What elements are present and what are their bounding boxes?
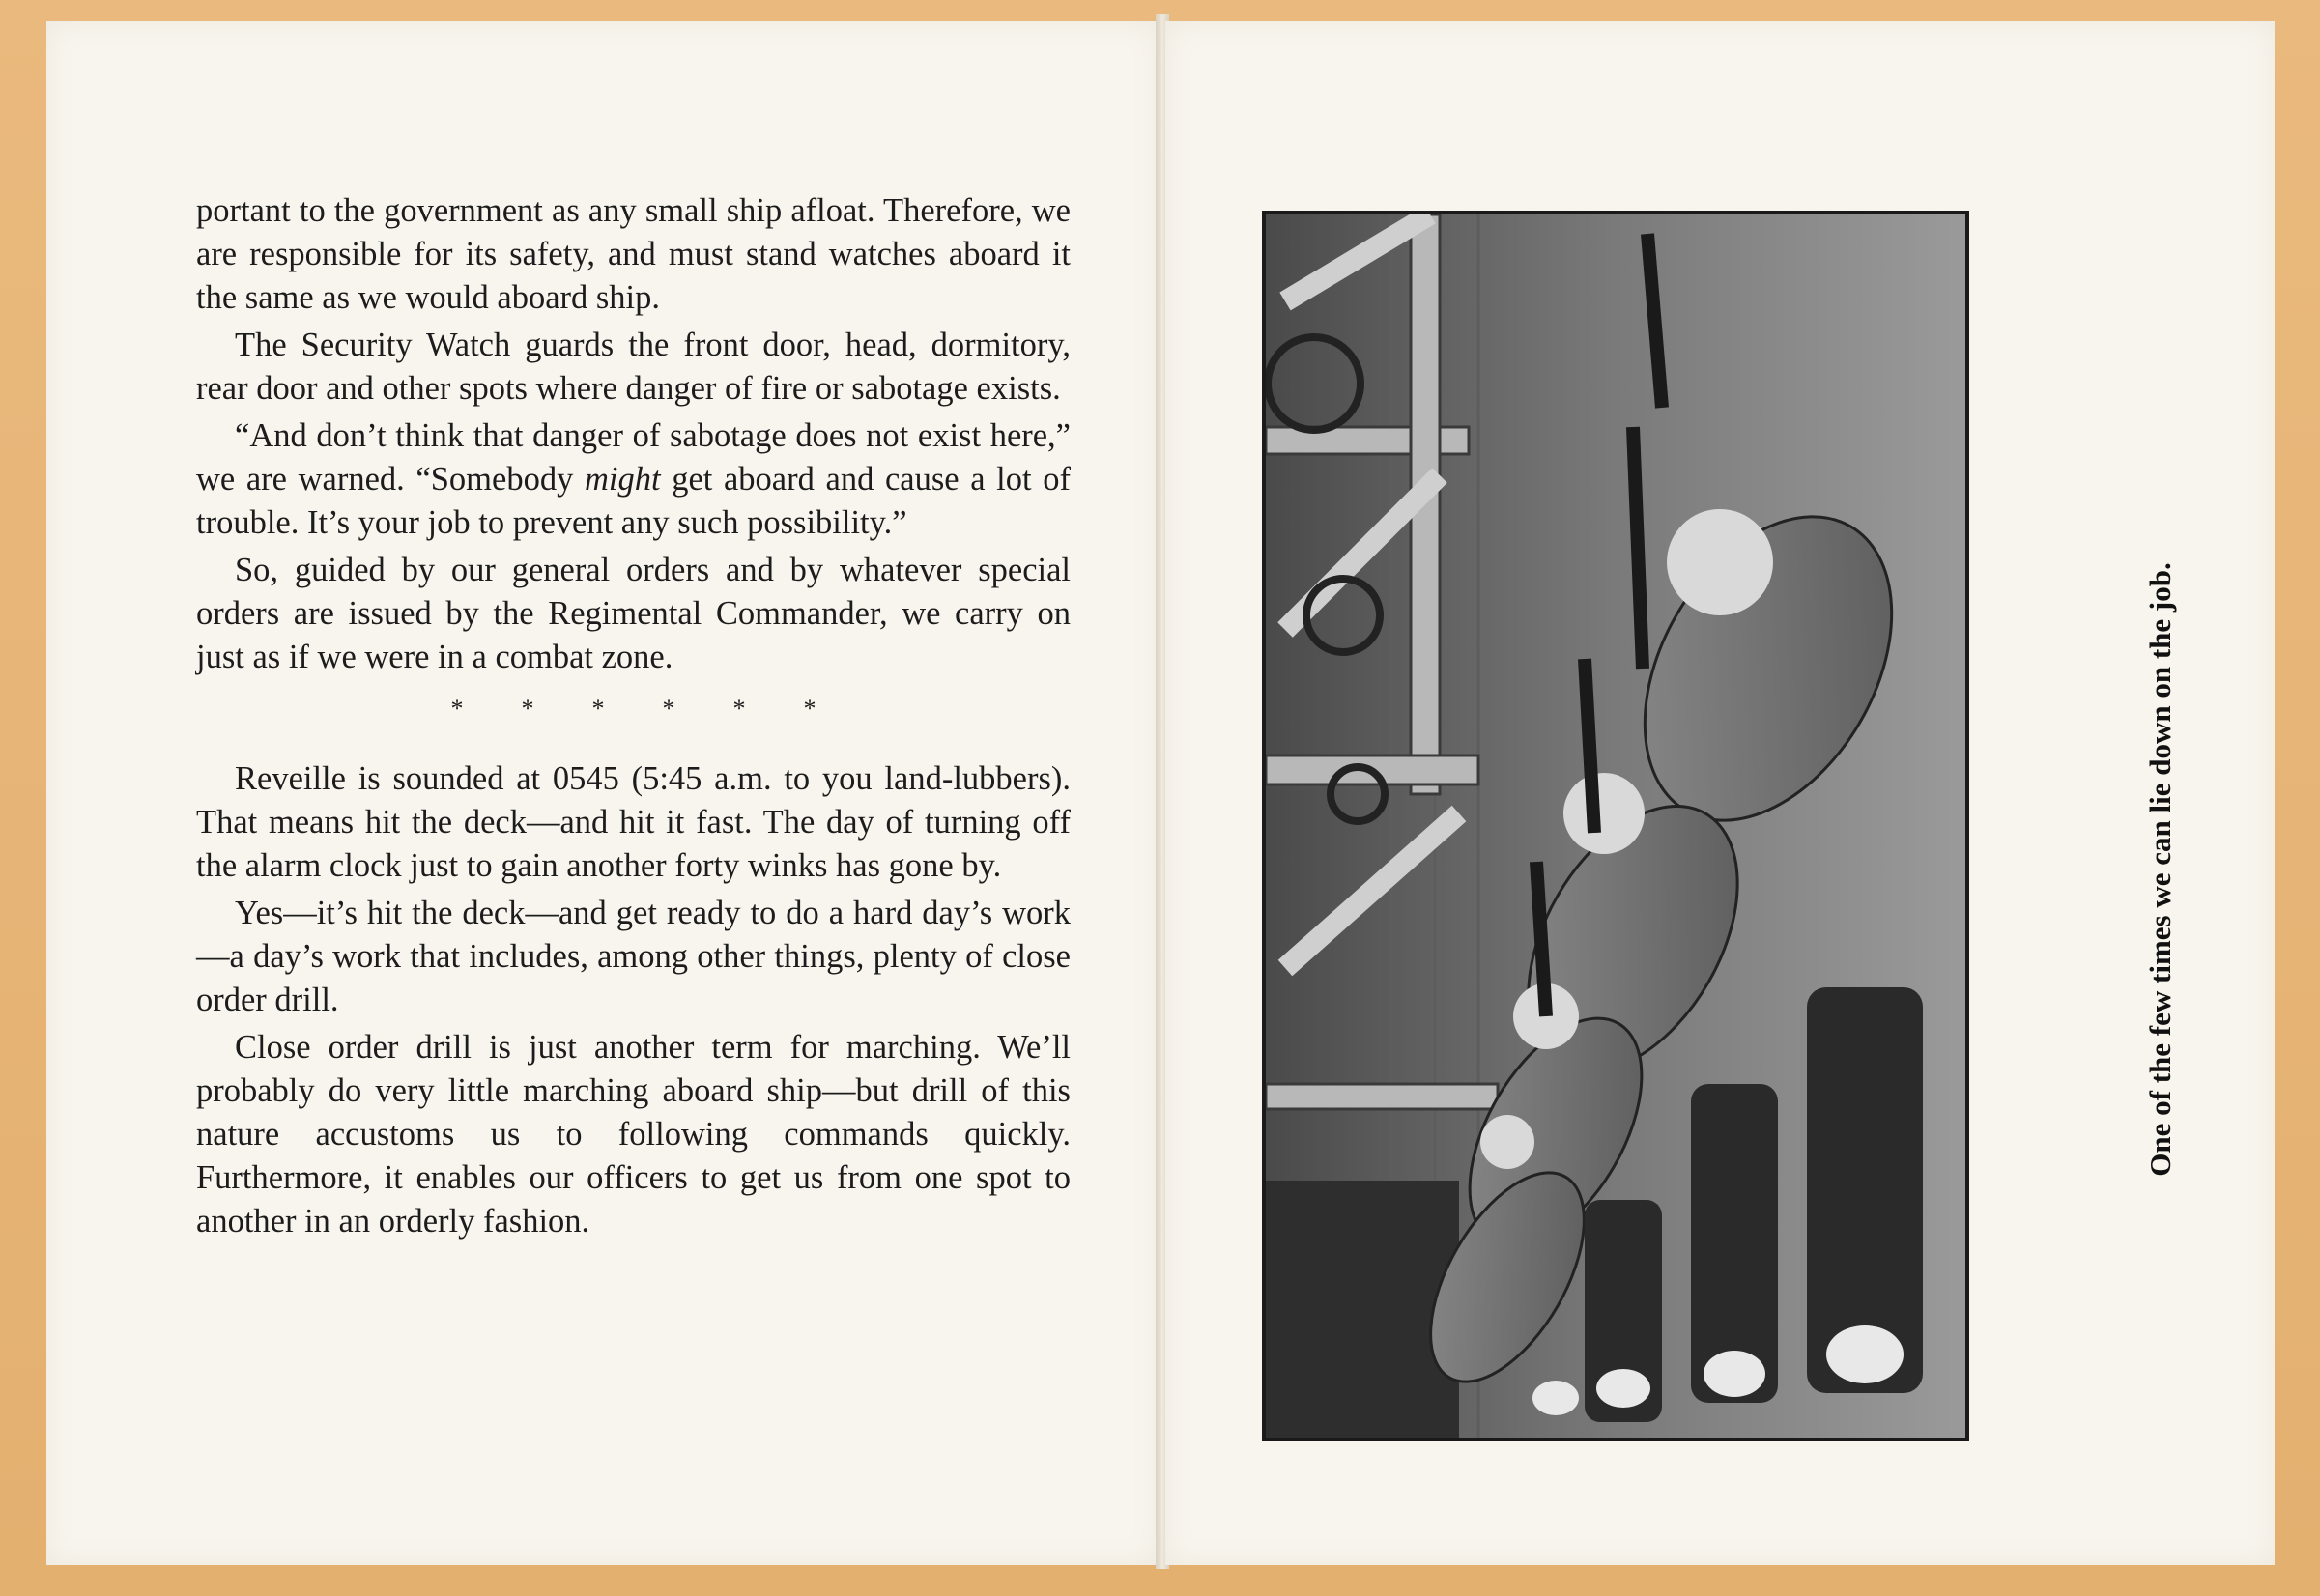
quote-text: get aboard and cause a lot of trouble. It’s your job to prevent any such possibility.” [196, 461, 1071, 541]
paragraph: So, guided by our general orders and by whatever special orders are issued by the Regimental Commander, we carry on just as if we were in a combat zone. [196, 552, 1071, 675]
paragraph: Yes—it’s hit the deck—and get ready to do a hard day’s work—a day’s work that includes, among other things, plenty of close order drill. [196, 895, 1071, 1018]
sailors-drill-photo [1262, 211, 1969, 1441]
separator-star: * [803, 695, 816, 723]
left-page [46, 21, 1160, 1565]
paragraph: Close order drill is just another term for marching. We’ll probably do very little marching aboard ship—but drill of this nature accustoms us to following commands quickly. Furthermore, it enables our officers to get us from one spot to another in an orderly fashion. [196, 1029, 1071, 1240]
quote-text: “And don’t think that danger of sabotage does not exist here,” we are warned. “Somebody [196, 417, 1071, 498]
separator-star: * [591, 695, 605, 723]
quote-emphasis: might [584, 461, 661, 498]
separator-star: * [732, 695, 746, 723]
separator-star: * [662, 695, 675, 723]
photo-caption [2132, 435, 2190, 1304]
section-separator [196, 687, 1071, 730]
paragraph: portant to the government as any small ship afloat. Therefore, we are responsible for its safety, and must stand watches aboard it the same as we would aboard ship. [196, 192, 1071, 316]
paragraph: Reveille is sounded at 0545 (5:45 a.m. to you land-lubbers). That means hit the deck—and hit it fast. The day of turning off the alarm clock just to gain another forty winks has gone by. [196, 760, 1071, 884]
separator-star: * [521, 695, 534, 723]
body-text [196, 189, 1071, 1247]
paragraph: The Security Watch guards the front door, head, dormitory, rear door and other spots where danger of fire or sabotage exists. [196, 327, 1071, 407]
caption-text: One of the few times we can lie down on the job. [2143, 562, 2177, 1177]
paragraph-quote [196, 414, 1071, 545]
separator-star: * [450, 695, 464, 723]
